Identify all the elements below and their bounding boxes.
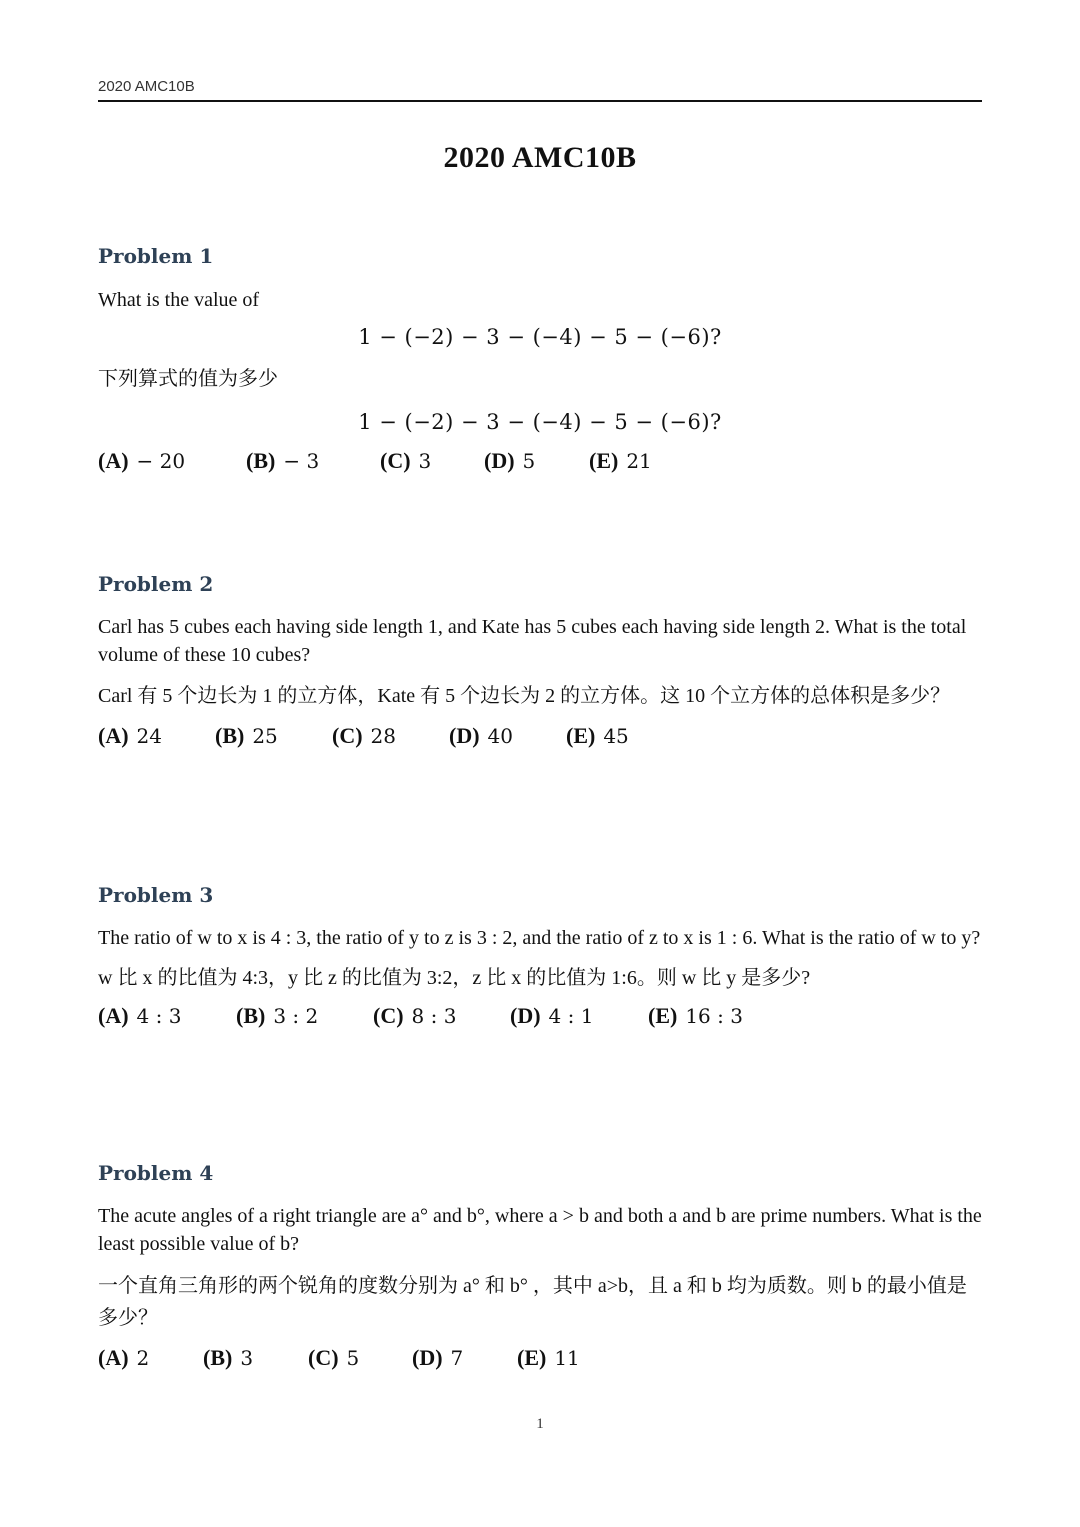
problem-text-en: The acute angles of a right triangle are a° and b°, where a > b and both a and b are prime numbers. What is the least possible value of b? [98, 1205, 982, 1255]
choice-value: 5 [522, 449, 536, 473]
choice-value: − 3 [283, 449, 320, 473]
choice-letter: (E) [589, 448, 619, 473]
choice-value: 21 [626, 449, 652, 473]
choice-letter: (C) [373, 1003, 404, 1028]
choice-a[interactable] [98, 721, 215, 751]
choice-value: 25 [252, 724, 278, 748]
choice-letter: (D) [412, 1345, 443, 1370]
choice-letter: (B) [236, 1003, 266, 1028]
problem-3 [98, 882, 982, 1031]
choice-letter: (C) [332, 723, 363, 748]
problem-2 [98, 571, 982, 751]
choice-value: 40 [487, 724, 513, 748]
choice-a[interactable] [98, 446, 246, 476]
choice-e[interactable] [589, 446, 652, 476]
choice-letter: (C) [380, 448, 411, 473]
answer-choices [98, 1343, 982, 1373]
choice-value: 4 : 1 [548, 1004, 594, 1028]
choice-letter: (E) [648, 1003, 678, 1028]
choice-value: 3 [418, 449, 432, 473]
problem-expression-en: 1 − (−2) − 3 − (−4) − 5 − (−6)? [358, 325, 722, 349]
choice-value: 5 [346, 1346, 360, 1370]
choice-a[interactable] [98, 1001, 236, 1031]
choice-letter: (D) [484, 448, 515, 473]
problem-expression-zh: 1 − (−2) − 3 − (−4) − 5 − (−6)? [358, 410, 722, 434]
running-header: 2020 AMC10B [98, 78, 195, 95]
choice-letter: (C) [308, 1345, 339, 1370]
choice-value: 11 [554, 1346, 580, 1370]
choice-value: 4 : 3 [136, 1004, 182, 1028]
choice-b[interactable] [215, 721, 332, 751]
page-number: 1 [536, 1416, 544, 1432]
choice-c[interactable] [332, 721, 449, 751]
choice-letter: (A) [98, 448, 129, 473]
choice-letter: (B) [203, 1345, 233, 1370]
answer-choices [98, 446, 982, 476]
problem-prompt-zh: 下列算式的值为多少 [98, 368, 278, 390]
choice-letter: (E) [517, 1345, 547, 1370]
problem-heading: Problem 1 [98, 244, 214, 268]
problem-text-en: The ratio of w to x is 4 : 3, the ratio of y to z is 3 : 2, and the ratio of z to x is 1 : 6. What is the ratio of w to y? [98, 927, 981, 949]
problem-text-en: Carl has 5 cubes each having side length 1, and Kate has 5 cubes each having side length 2. What is the total volume of these 10 cubes? [98, 616, 967, 666]
choice-value: − 20 [136, 449, 186, 473]
choice-value: 7 [450, 1346, 464, 1370]
choice-letter: (D) [510, 1003, 541, 1028]
problem-4 [98, 1160, 982, 1373]
document-title: 2020 AMC10B [443, 141, 637, 174]
choice-e[interactable] [648, 1001, 743, 1031]
choice-letter: (A) [98, 1345, 129, 1370]
choice-c[interactable] [380, 446, 484, 476]
choice-value: 2 [136, 1346, 150, 1370]
problem-text-zh: w 比 x 的比值为 4:3，y 比 z 的比值为 3:2，z 比 x 的比值为 1:6。则 w 比 y 是多少? [98, 967, 811, 989]
header-rule [98, 100, 982, 102]
answer-choices [98, 721, 982, 751]
choice-value: 24 [136, 724, 162, 748]
choice-letter: (E) [566, 723, 596, 748]
problem-heading: Problem 3 [98, 883, 214, 907]
choice-e[interactable] [517, 1343, 580, 1373]
choice-d[interactable] [484, 446, 589, 476]
choice-letter: (B) [215, 723, 245, 748]
choice-b[interactable] [203, 1343, 308, 1373]
problem-1 [98, 243, 982, 476]
choice-d[interactable] [412, 1343, 517, 1373]
answer-choices [98, 1001, 982, 1031]
problem-text-zh: Carl 有 5 个边长为 1 的立方体，Kate 有 5 个边长为 2 的立方体。这 10 个立方体的总体积是多少？ [98, 685, 951, 707]
choice-value: 3 [240, 1346, 254, 1370]
choice-d[interactable] [449, 721, 566, 751]
choice-e[interactable] [566, 721, 629, 751]
choice-value: 8 : 3 [411, 1004, 457, 1028]
choice-b[interactable] [236, 1001, 373, 1031]
problem-prompt-en: What is the value of [98, 289, 260, 311]
problem-heading: Problem 2 [98, 572, 214, 596]
choice-c[interactable] [308, 1343, 412, 1373]
choice-letter: (B) [246, 448, 276, 473]
choice-letter: (A) [98, 723, 129, 748]
choice-letter: (D) [449, 723, 480, 748]
choice-a[interactable] [98, 1343, 203, 1373]
choice-value: 16 : 3 [685, 1004, 743, 1028]
problem-heading: Problem 4 [98, 1161, 214, 1185]
problem-text-zh: 一个直角三角形的两个锐角的度数分别为 a° 和 b° ，其中 a>b，且 a 和 b 均为质数。则 b 的最小值是多少？ [98, 1275, 967, 1329]
choice-value: 28 [370, 724, 396, 748]
choice-b[interactable] [246, 446, 380, 476]
choice-value: 3 : 2 [273, 1004, 319, 1028]
choice-letter: (A) [98, 1003, 129, 1028]
choice-c[interactable] [373, 1001, 510, 1031]
choice-d[interactable] [510, 1001, 648, 1031]
choice-value: 45 [603, 724, 629, 748]
